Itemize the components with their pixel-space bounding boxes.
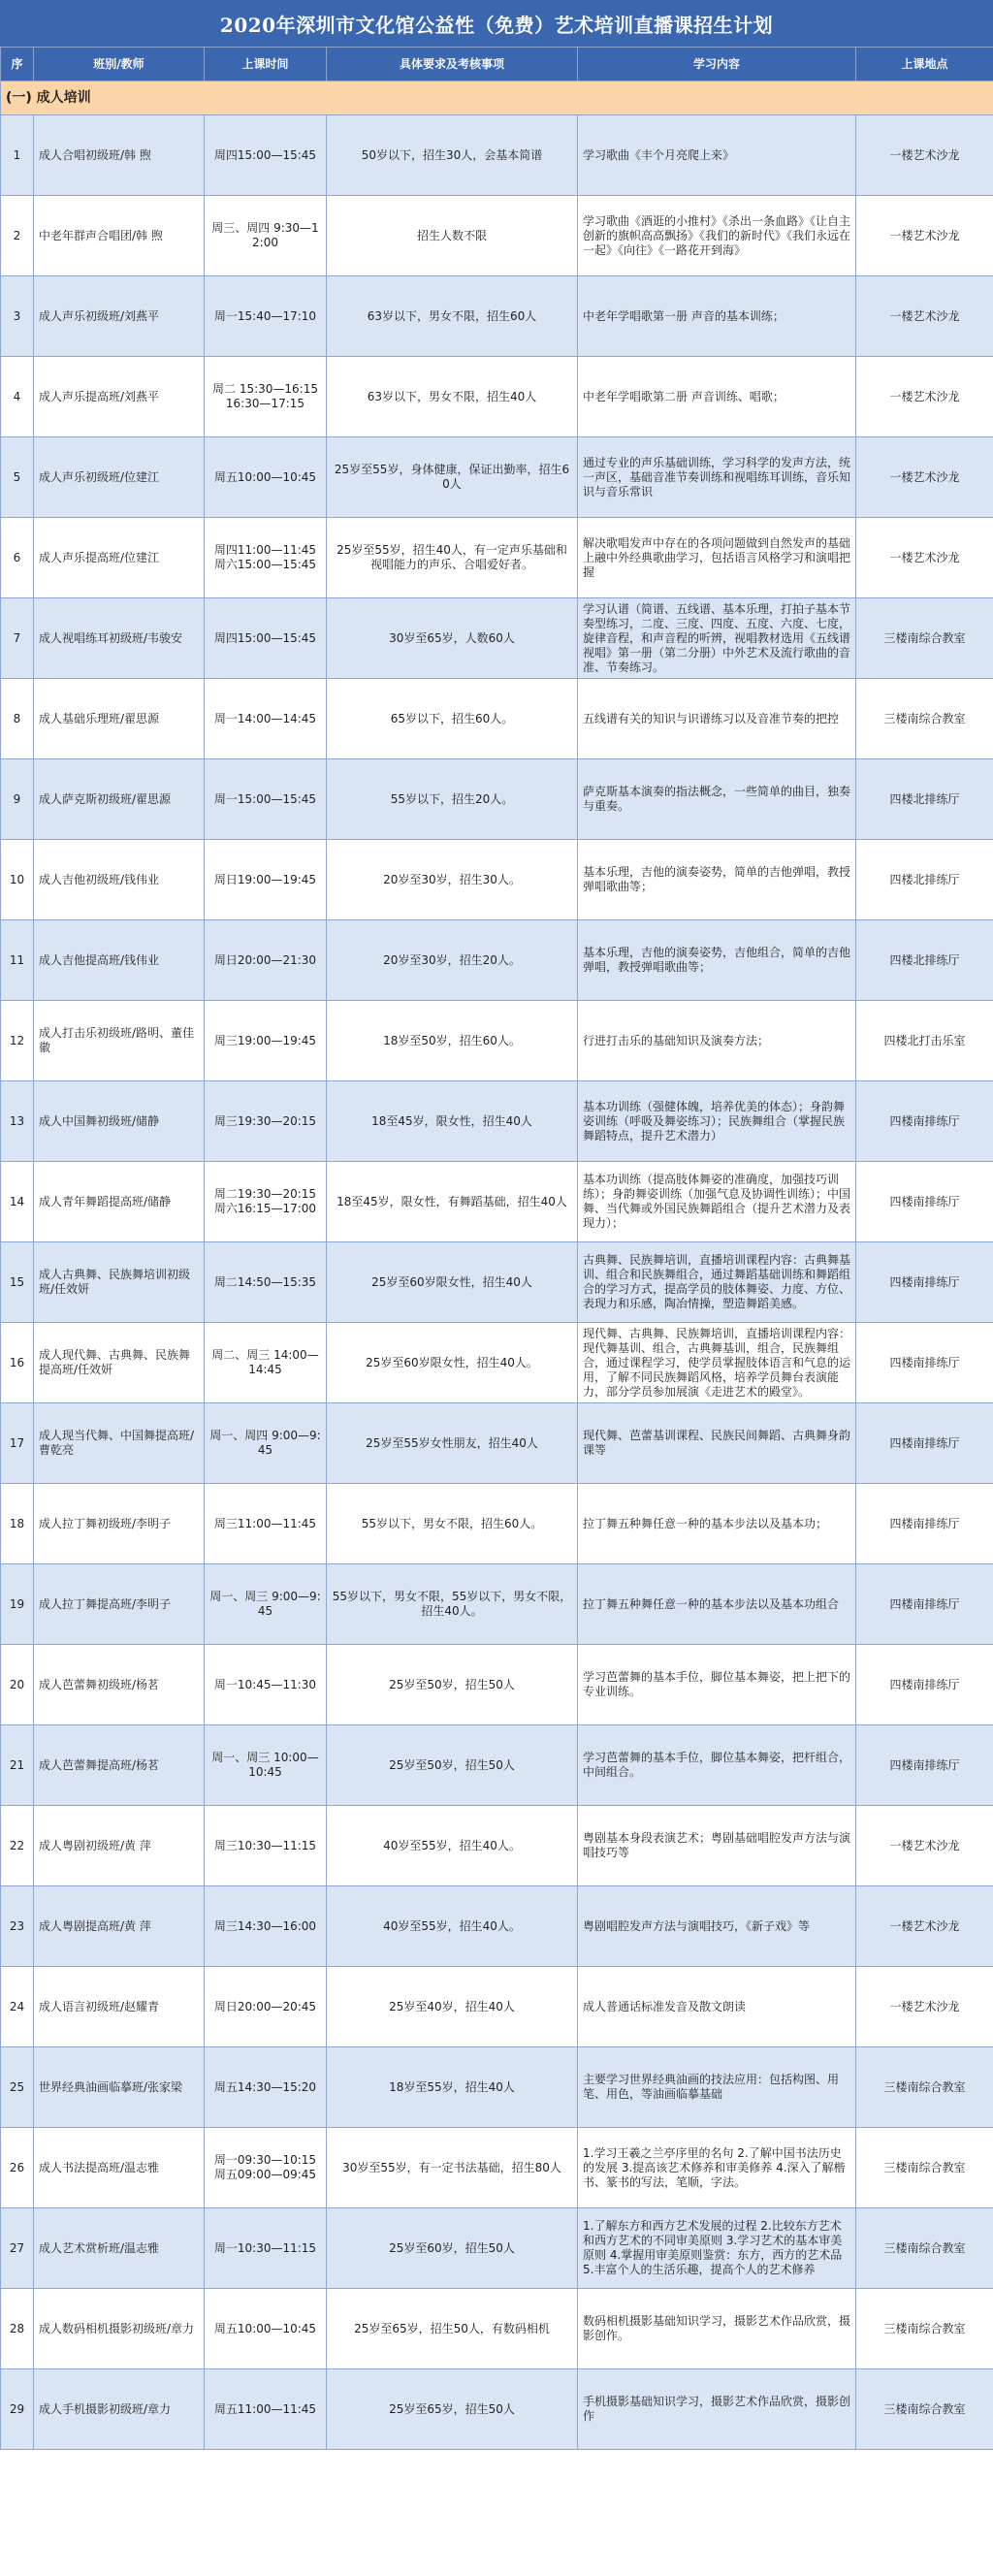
cell-no: 20 (1, 1645, 34, 1725)
cell-location: 一楼艺术沙龙 (856, 1806, 993, 1886)
cell-no: 18 (1, 1484, 34, 1564)
cell-no: 28 (1, 2289, 34, 2369)
cell-no: 6 (1, 518, 34, 598)
table-row (1, 1806, 993, 1886)
cell-no: 12 (1, 1001, 34, 1081)
cell-requirements: 25岁至55岁，身体健康，保证出勤率，招生60人 (327, 437, 578, 518)
table-row (1, 2047, 993, 2128)
cell-time: 周三19:30—20:15 (205, 1081, 327, 1162)
table-row (1, 115, 993, 196)
cell-no: 2 (1, 196, 34, 276)
cell-time: 周一、周三 10:00—10:45 (205, 1725, 327, 1806)
cell-content: 基本乐理，吉他的演奏姿势，吉他组合，简单的吉他弹唱，教授弹唱歌曲等； (578, 920, 856, 1001)
cell-time: 周三11:00—11:45 (205, 1484, 327, 1564)
cell-time: 周日19:00—19:45 (205, 840, 327, 920)
cell-class-teacher: 成人打击乐初级班/路明、董佳徽 (34, 1001, 205, 1081)
cell-time: 周一、周三 9:00—9:45 (205, 1564, 327, 1645)
table-row (1, 1886, 993, 1967)
cell-requirements: 20岁至30岁，招生30人。 (327, 840, 578, 920)
header-location: 上课地点 (856, 48, 993, 81)
cell-content: 拉丁舞五种舞任意一种的基本步法以及基本功； (578, 1484, 856, 1564)
cell-no: 15 (1, 1242, 34, 1323)
cell-requirements: 40岁至55岁，招生40人。 (327, 1886, 578, 1967)
table-row (1, 1242, 993, 1323)
cell-class-teacher: 成人基础乐理班/翟思源 (34, 679, 205, 759)
cell-content: 五线谱有关的知识与识谱练习以及音准节奏的把控 (578, 679, 856, 759)
table-row (1, 2128, 993, 2208)
cell-location: 一楼艺术沙龙 (856, 1886, 993, 1967)
table-row (1, 759, 993, 840)
cell-class-teacher: 成人粤剧初级班/黄 萍 (34, 1806, 205, 1886)
cell-class-teacher: 成人吉他初级班/钱伟业 (34, 840, 205, 920)
cell-requirements: 25岁至55岁，招生40人，有一定声乐基础和视唱能力的声乐、合唱爱好者。 (327, 518, 578, 598)
table-row (1, 2289, 993, 2369)
cell-location: 三楼南综合教室 (856, 2208, 993, 2289)
cell-content: 基本乐理，吉他的演奏姿势，简单的吉他弹唱，教授弹唱歌曲等； (578, 840, 856, 920)
cell-location: 四楼南排练厅 (856, 1162, 993, 1242)
cell-time: 周一10:30—11:15 (205, 2208, 327, 2289)
cell-class-teacher: 成人现代舞、古典舞、民族舞提高班/任效妍 (34, 1323, 205, 1403)
table-row (1, 1564, 993, 1645)
cell-requirements: 招生人数不限 (327, 196, 578, 276)
cell-no: 23 (1, 1886, 34, 1967)
cell-time: 周三、周四 9:30—12:00 (205, 196, 327, 276)
cell-location: 四楼北排练厅 (856, 840, 993, 920)
table-row (1, 1484, 993, 1564)
cell-class-teacher: 成人粤剧提高班/黄 萍 (34, 1886, 205, 1967)
cell-location: 四楼南排练厅 (856, 1725, 993, 1806)
cell-content: 古典舞、民族舞培训，直播培训课程内容：古典舞基训、组合和民族舞组合，通过舞蹈基础训练和舞蹈组合的学习方式，提高学员的肢体舞姿、力度、方位、表现力和乐感，陶冶情操，塑造舞蹈美感。 (578, 1242, 856, 1323)
cell-location: 一楼艺术沙龙 (856, 437, 993, 518)
cell-time: 周三14:30—16:00 (205, 1886, 327, 1967)
header-requirements: 具体要求及考核事项 (327, 48, 578, 81)
cell-time: 周五10:00—10:45 (205, 2289, 327, 2369)
cell-location: 一楼艺术沙龙 (856, 196, 993, 276)
table-row (1, 1081, 993, 1162)
cell-no: 21 (1, 1725, 34, 1806)
cell-location: 四楼南排练厅 (856, 1242, 993, 1323)
cell-no: 29 (1, 2369, 34, 2450)
cell-class-teacher: 世界经典油画临摹班/张家梁 (34, 2047, 205, 2128)
cell-content: 主要学习世界经典油画的技法应用：包括构图、用笔、用色，等油画临摹基础 (578, 2047, 856, 2128)
cell-content: 学习歌曲《酒逛的小推村》《杀出一条血路》《让自主创新的旗帜高高飘扬》《我们的新时代》《我们永远在一起》《向往》《一路花开到海》 (578, 196, 856, 276)
cell-requirements: 25岁至65岁，招生50人 (327, 2369, 578, 2450)
cell-no: 9 (1, 759, 34, 840)
cell-requirements: 18岁至55岁，招生40人 (327, 2047, 578, 2128)
cell-time: 周一、周四 9:00—9:45 (205, 1403, 327, 1484)
table-row (1, 1323, 993, 1403)
cell-no: 8 (1, 679, 34, 759)
cell-requirements: 25岁至50岁，招生50人 (327, 1645, 578, 1725)
cell-location: 四楼南排练厅 (856, 1645, 993, 1725)
cell-class-teacher: 成人现当代舞、中国舞提高班/曹乾亮 (34, 1403, 205, 1484)
cell-location: 三楼南综合教室 (856, 2369, 993, 2450)
cell-location: 四楼南排练厅 (856, 1323, 993, 1403)
table-row (1, 196, 993, 276)
cell-class-teacher: 成人吉他提高班/钱伟业 (34, 920, 205, 1001)
cell-location: 一楼艺术沙龙 (856, 357, 993, 437)
table-row (1, 840, 993, 920)
cell-no: 7 (1, 598, 34, 679)
cell-requirements: 25岁至60岁限女性，招生40人 (327, 1242, 578, 1323)
table-row (1, 1403, 993, 1484)
cell-content: 通过专业的声乐基础训练，学习科学的发声方法，统一声区，基础音准节奏训练和视唱练耳训练，音乐知识与音乐常识 (578, 437, 856, 518)
cell-content: 手机摄影基础知识学习，摄影艺术作品欣赏，摄影创作 (578, 2369, 856, 2450)
section-row (1, 81, 993, 115)
cell-location: 一楼艺术沙龙 (856, 518, 993, 598)
cell-time: 周二14:50—15:35 (205, 1242, 327, 1323)
cell-time: 周一14:00—14:45 (205, 679, 327, 759)
header-row (1, 48, 993, 81)
cell-requirements: 18至45岁，限女性，招生40人 (327, 1081, 578, 1162)
cell-time: 周四15:00—15:45 (205, 115, 327, 196)
cell-time: 周四15:00—15:45 (205, 598, 327, 679)
cell-requirements: 25岁至55岁女性朋友，招生40人 (327, 1403, 578, 1484)
cell-content: 基本功训练（强健体魄，培养优美的体态）；身韵舞姿训练（呼吸及舞姿练习）；民族舞组合（掌握民族舞蹈特点，提升艺术潜力） (578, 1081, 856, 1162)
cell-time: 周日20:00—20:45 (205, 1967, 327, 2047)
cell-requirements: 20岁至30岁，招生20人。 (327, 920, 578, 1001)
cell-class-teacher: 成人声乐初级班/刘燕平 (34, 276, 205, 357)
table-row (1, 437, 993, 518)
cell-requirements: 30岁至55岁，有一定书法基础，招生80人 (327, 2128, 578, 2208)
cell-content: 1.了解东方和西方艺术发展的过程 2.比较东方艺术和西方艺术的不同审美原则 3.学习艺术的基本审美原则 4.掌握用审美原则鉴赏：东方，西方的艺术品 5.丰富个人的生活乐趣，提高个人的艺术修养 (578, 2208, 856, 2289)
cell-requirements: 63岁以下，男女不限，招生40人 (327, 357, 578, 437)
cell-requirements: 55岁以下，男女不限，招生60人。 (327, 1484, 578, 1564)
cell-class-teacher: 成人拉丁舞初级班/李明子 (34, 1484, 205, 1564)
cell-requirements: 25岁至65岁，招生50人，有数码相机 (327, 2289, 578, 2369)
table-row (1, 1162, 993, 1242)
cell-class-teacher: 成人数码相机摄影初级班/章力 (34, 2289, 205, 2369)
cell-content: 现代舞、古典舞、民族舞培训，直播培训课程内容：现代舞基训、组合，古典舞基训，组合，民族舞组合，通过课程学习，使学员掌握肢体语言和气息的运用，了解不同民族舞蹈风格，培养学员舞台表演能力，部分学员参加展演《走进艺术的殿堂》。 (578, 1323, 856, 1403)
cell-requirements: 18岁至50岁，招生60人。 (327, 1001, 578, 1081)
cell-content: 学习芭蕾舞的基本手位，脚位基本舞姿，把上把下的专业训练。 (578, 1645, 856, 1725)
table-row (1, 2369, 993, 2450)
cell-class-teacher: 成人青年舞蹈提高班/储静 (34, 1162, 205, 1242)
cell-class-teacher: 成人萨克斯初级班/翟思源 (34, 759, 205, 840)
cell-location: 四楼南排练厅 (856, 1484, 993, 1564)
cell-content: 拉丁舞五种舞任意一种的基本步法以及基本功组合 (578, 1564, 856, 1645)
cell-requirements: 50岁以下，招生30人，会基本简谱 (327, 115, 578, 196)
cell-time: 周二 15:30—16:15 16:30—17:15 (205, 357, 327, 437)
header-class-teacher: 班别/教师 (34, 48, 205, 81)
cell-class-teacher: 成人声乐初级班/位建江 (34, 437, 205, 518)
header-time: 上课时间 (205, 48, 327, 81)
cell-class-teacher: 成人视唱练耳初级班/韦骏安 (34, 598, 205, 679)
cell-class-teacher: 成人手机摄影初级班/章力 (34, 2369, 205, 2450)
cell-requirements: 40岁至55岁，招生40人。 (327, 1806, 578, 1886)
cell-no: 26 (1, 2128, 34, 2208)
cell-content: 现代舞、芭蕾基训课程、民族民间舞蹈、古典舞身韵课等 (578, 1403, 856, 1484)
cell-class-teacher: 成人芭蕾舞初级班/杨茗 (34, 1645, 205, 1725)
cell-location: 四楼北排练厅 (856, 920, 993, 1001)
table-row (1, 598, 993, 679)
cell-no: 17 (1, 1403, 34, 1484)
cell-class-teacher: 成人语言初级班/赵耀青 (34, 1967, 205, 2047)
cell-no: 5 (1, 437, 34, 518)
table-row (1, 357, 993, 437)
cell-content: 学习歌曲《丰个月亮爬上来》 (578, 115, 856, 196)
cell-class-teacher: 成人合唱初级班/韩 煦 (34, 115, 205, 196)
schedule-table (0, 47, 993, 2450)
cell-content: 学习认谱（简谱、五线谱、基本乐理，打拍子基本节奏型练习，二度、三度、四度、五度、六度、七度，旋律音程，和声音程的听辨，视唱教材选用《五线谱视唱》第一册（第二分册）中外艺术及流行歌曲的音准、节奏练习。 (578, 598, 856, 679)
cell-class-teacher: 成人声乐提高班/位建江 (34, 518, 205, 598)
cell-location: 四楼南排练厅 (856, 1081, 993, 1162)
cell-requirements: 25岁至60岁，招生50人 (327, 2208, 578, 2289)
cell-location: 四楼南排练厅 (856, 1564, 993, 1645)
cell-no: 25 (1, 2047, 34, 2128)
cell-content: 数码相机摄影基础知识学习，摄影艺术作品欣赏，摄影创作。 (578, 2289, 856, 2369)
cell-class-teacher: 成人书法提高班/温志雅 (34, 2128, 205, 2208)
table-row (1, 1645, 993, 1725)
cell-requirements: 55岁以下，男女不限，55岁以下，男女不限，招生40人。 (327, 1564, 578, 1645)
cell-location: 一楼艺术沙龙 (856, 1967, 993, 2047)
cell-time: 周日20:00—21:30 (205, 920, 327, 1001)
cell-content: 粤剧唱腔发声方法与演唱技巧，《新子戏》等 (578, 1886, 856, 1967)
cell-location: 三楼南综合教室 (856, 2289, 993, 2369)
table-row (1, 2208, 993, 2289)
cell-content: 行进打击乐的基础知识及演奏方法； (578, 1001, 856, 1081)
cell-class-teacher: 成人古典舞、民族舞培训初级班/任效妍 (34, 1242, 205, 1323)
cell-no: 13 (1, 1081, 34, 1162)
cell-requirements: 25岁至40岁，招生40人 (327, 1967, 578, 2047)
cell-content: 学习芭蕾舞的基本手位，脚位基本舞姿，把杆组合，中间组合。 (578, 1725, 856, 1806)
table-row (1, 276, 993, 357)
cell-content: 基本功训练（提高肢体舞姿的准确度，加强技巧训练）；身韵舞姿训练（加强气息及协调性训练）；中国舞、当代舞或外国民族舞蹈组合（提升艺术潜力及表现力）； (578, 1162, 856, 1242)
cell-no: 14 (1, 1162, 34, 1242)
cell-content: 成人普通话标准发音及散文朗读 (578, 1967, 856, 2047)
header-content: 学习内容 (578, 48, 856, 81)
cell-time: 周三19:00—19:45 (205, 1001, 327, 1081)
cell-class-teacher: 成人艺术赏析班/温志雅 (34, 2208, 205, 2289)
table-row (1, 1967, 993, 2047)
cell-no: 16 (1, 1323, 34, 1403)
cell-no: 4 (1, 357, 34, 437)
cell-time: 周五10:00—10:45 (205, 437, 327, 518)
cell-location: 四楼北打击乐室 (856, 1001, 993, 1081)
cell-time: 周一15:00—15:45 (205, 759, 327, 840)
cell-requirements: 55岁以下，招生20人。 (327, 759, 578, 840)
cell-time: 周五11:00—11:45 (205, 2369, 327, 2450)
cell-location: 一楼艺术沙龙 (856, 276, 993, 357)
cell-no: 24 (1, 1967, 34, 2047)
cell-requirements: 25岁至60岁限女性，招生40人。 (327, 1323, 578, 1403)
cell-class-teacher: 成人中国舞初级班/储静 (34, 1081, 205, 1162)
cell-requirements: 65岁以下，招生60人。 (327, 679, 578, 759)
cell-location: 一楼艺术沙龙 (856, 115, 993, 196)
cell-no: 11 (1, 920, 34, 1001)
table-row (1, 1725, 993, 1806)
cell-content: 解决歌唱发声中存在的各项问题做到自然发声的基础上融中外经典歌曲学习，包括语言风格学习和演唱把握 (578, 518, 856, 598)
cell-time: 周二19:30—20:15周六16:15—17:00 (205, 1162, 327, 1242)
cell-requirements: 63岁以下，男女不限，招生60人 (327, 276, 578, 357)
cell-content: 粤剧基本身段表演艺术；粤剧基础唱腔发声方法与演唱技巧等 (578, 1806, 856, 1886)
table-row (1, 1001, 993, 1081)
table-body (1, 81, 993, 2450)
cell-time: 周一09:30—10:15周五09:00—09:45 (205, 2128, 327, 2208)
cell-no: 22 (1, 1806, 34, 1886)
cell-requirements: 25岁至50岁，招生50人 (327, 1725, 578, 1806)
cell-class-teacher: 成人芭蕾舞提高班/杨茗 (34, 1725, 205, 1806)
cell-time: 周一10:45—11:30 (205, 1645, 327, 1725)
cell-time: 周四11:00—11:45 周六15:00—15:45 (205, 518, 327, 598)
cell-location: 三楼南综合教室 (856, 598, 993, 679)
cell-time: 周五14:30—15:20 (205, 2047, 327, 2128)
cell-time: 周一15:40—17:10 (205, 276, 327, 357)
page-title: 2020年深圳市文化馆公益性（免费）艺术培训直播课招生计划 (0, 0, 993, 47)
section-title: (一) 成人培训 (1, 81, 993, 115)
cell-class-teacher: 成人拉丁舞提高班/李明子 (34, 1564, 205, 1645)
header-no: 序 (1, 48, 34, 81)
cell-no: 19 (1, 1564, 34, 1645)
table-row (1, 679, 993, 759)
cell-no: 1 (1, 115, 34, 196)
cell-content: 萨克斯基本演奏的指法概念，一些简单的曲目，独奏与重奏。 (578, 759, 856, 840)
cell-no: 27 (1, 2208, 34, 2289)
cell-content: 中老年学唱歌第一册 声音的基本训练； (578, 276, 856, 357)
cell-time: 周三10:30—11:15 (205, 1806, 327, 1886)
cell-no: 3 (1, 276, 34, 357)
cell-content: 中老年学唱歌第二册 声音训练、唱歌； (578, 357, 856, 437)
cell-requirements: 18至45岁，限女性，有舞蹈基础，招生40人 (327, 1162, 578, 1242)
cell-location: 三楼南综合教室 (856, 2128, 993, 2208)
cell-requirements: 30岁至65岁，人数60人 (327, 598, 578, 679)
cell-no: 10 (1, 840, 34, 920)
cell-content: 1.学习王羲之兰亭序里的名句 2.了解中国书法历史的发展 3.提高该艺术修养和审美修养 4.深入了解楷书、篆书的写法，笔顺，字法。 (578, 2128, 856, 2208)
cell-class-teacher: 成人声乐提高班/刘燕平 (34, 357, 205, 437)
cell-time: 周二、周三 14:00—14:45 (205, 1323, 327, 1403)
cell-location: 四楼北排练厅 (856, 759, 993, 840)
cell-location: 三楼南综合教室 (856, 2047, 993, 2128)
cell-class-teacher: 中老年群声合唱团/韩 煦 (34, 196, 205, 276)
cell-location: 三楼南综合教室 (856, 679, 993, 759)
cell-location: 四楼南排练厅 (856, 1403, 993, 1484)
table-row (1, 920, 993, 1001)
table-row (1, 518, 993, 598)
